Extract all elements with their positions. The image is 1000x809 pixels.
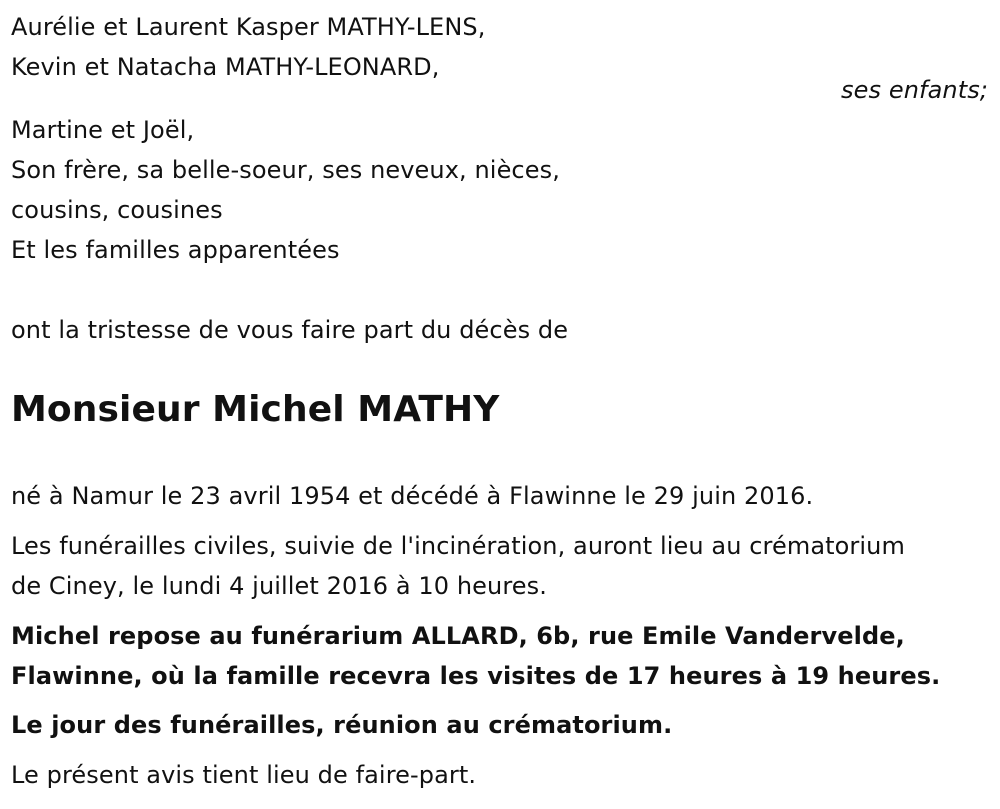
children-line-2: Kevin et Natacha MATHY-LEONARD, — [11, 53, 440, 81]
funeral-line-1: Les funérailles civiles, suivie de l'incinération, auront lieu au crématorium — [11, 532, 905, 560]
funeral-line-2: de Ciney, le lundi 4 juillet 2016 à 10 heures. — [11, 572, 547, 600]
announcement-intro: ont la tristesse de vous faire part du décès de — [11, 316, 569, 344]
deceased-name: Monsieur Michel MATHY — [11, 389, 500, 430]
partner-line: Martine et Joël, — [11, 116, 195, 144]
children-line-1: Aurélie et Laurent Kasper MATHY-LENS, — [11, 13, 486, 41]
meeting-line: Le jour des funérailles, réunion au crématorium. — [11, 711, 673, 739]
notice-line: Le présent avis tient lieu de faire-part. — [11, 761, 477, 789]
relatives-line-3: Et les familles apparentées — [11, 236, 340, 264]
repose-line-2: Flawinne, où la famille recevra les visites de 17 heures à 19 heures. — [11, 662, 941, 690]
relatives-line-2: cousins, cousines — [11, 196, 223, 224]
repose-line-1: Michel repose au funérarium ALLARD, 6b, rue Emile Vandervelde, — [11, 622, 905, 650]
relatives-line-1: Son frère, sa belle-soeur, ses neveux, nièces, — [11, 156, 560, 184]
children-label: ses enfants; — [841, 76, 988, 104]
birth-death-line: né à Namur le 23 avril 1954 et décédé à Flawinne le 29 juin 2016. — [11, 482, 814, 510]
